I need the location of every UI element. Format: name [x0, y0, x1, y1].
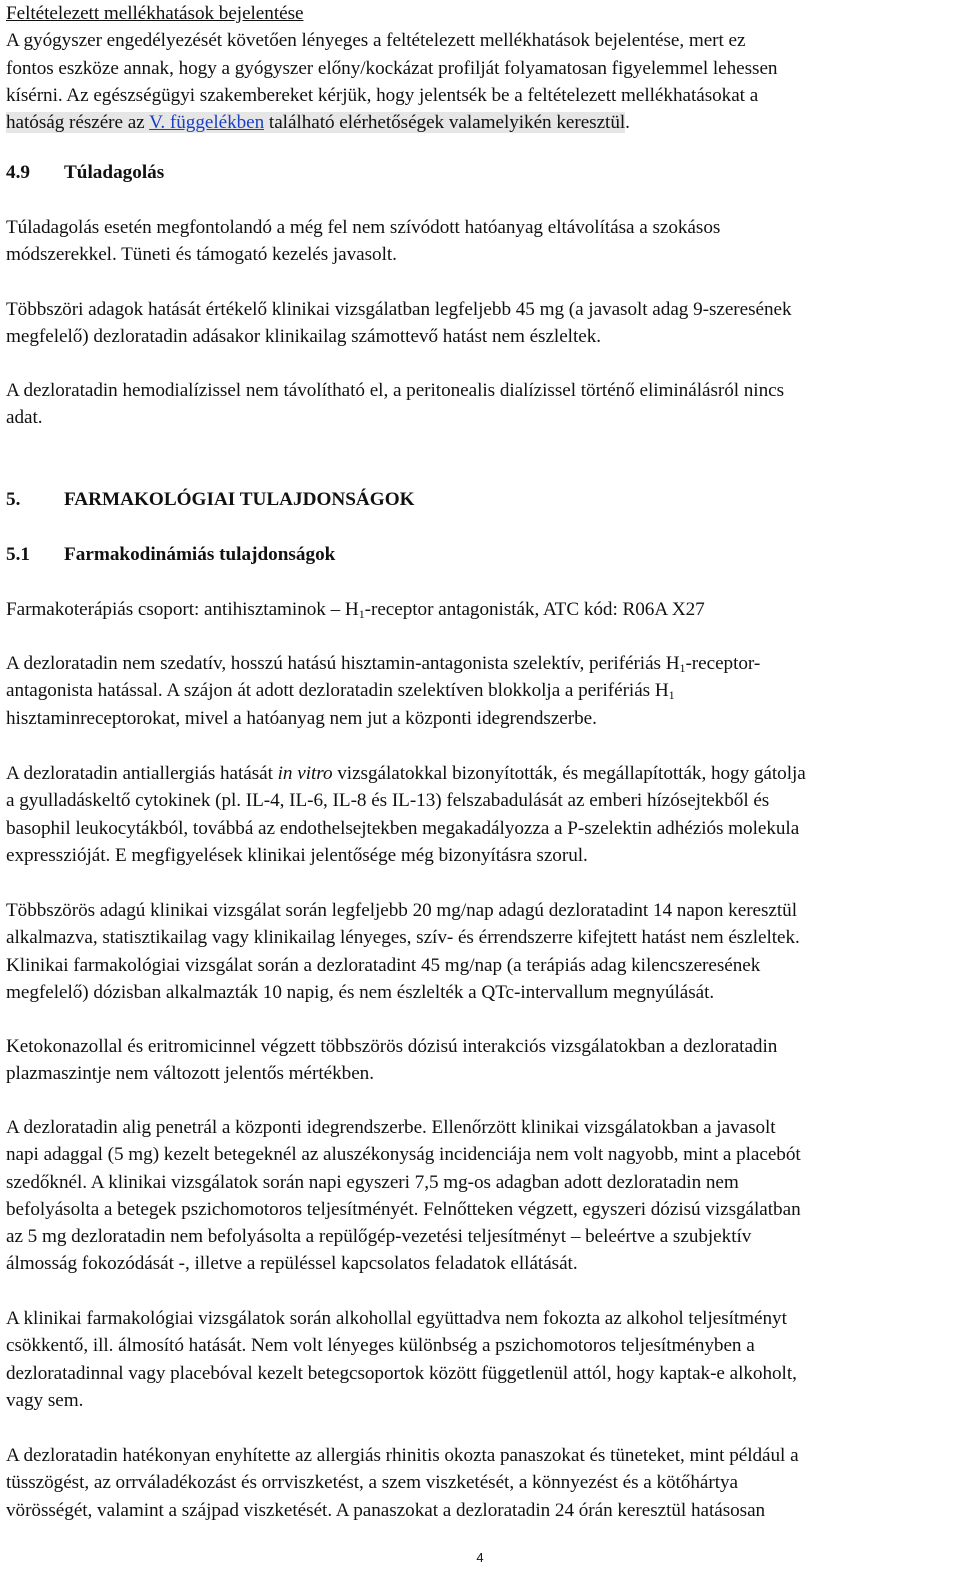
- pharmacodynamics-paragraph-2: A dezloratadin antiallergiás hatását in vitro vizsgálatokkal bizonyították, és megállapították, hogy gátolja a gyulladáskeltő cytokinek (pl. IL-4, IL-6, IL-8 és IL-13) felszabadulását az emberi hízósejtekből és basophil leukocytákból, továbbá az endothelsejtekben megakadályozza a P-szelektin adhéziós molekula expresszióját. E megfigyelések klinikai jelentősége még bizonyításra szorul.: [6, 763, 806, 866]
- page-number: 4: [476, 1550, 484, 1565]
- section-4-9-heading: [6, 159, 164, 186]
- section-title: Farmakodinámiás tulajdonságok: [64, 544, 336, 565]
- appendix-v-link[interactable]: V. függelékben: [149, 112, 265, 134]
- highlighted-text: található elérhetőségek valamelyikén keresztül: [264, 112, 626, 134]
- atc-line: Farmakoterápiás csoport: antihisztaminok – $H_1$-receptor antagonisták, ATC kód: R06A X27: [6, 599, 705, 621]
- reporting-line: kísérni. Az egészségügyi szakembereket kérjük, hogy jelentsék be a feltételezett mellékhatásokat a: [6, 84, 759, 106]
- pharmacodynamics-paragraph-3: Többszörös adagú klinikai vizsgálat során legfeljebb 20 mg/nap adagú dezloratadint 14 napon keresztül alkalmazva, statisztikailag vagy klinikailag lényeges, szív- és érrendszerre kifejtett hatást nem észleltek. Klinikai farmakológiai vizsgálat során a dezloratadint 45 mg/nap (a terápiás adag kilencszeresének megfelelő) dózisban alkalmazták 10 napig, és nem észlelték a QTc-intervallum megnyúlását.: [6, 900, 800, 1003]
- pharmacodynamics-paragraph-7: A dezloratadin hatékonyan enyhítette az allergiás rhinitis okozta panaszokat és tüneteket, mint például a tüsszögést, az orrváladékozást és orrviszketést, a szem viszketését, a könnyezést és a kötőhártya vörösségét, valamint a szájpad viszketését. A panaszokat a dezloratadin 24 órán keresztül hatásosan: [6, 1445, 799, 1521]
- section-title: Túladagolás: [64, 162, 165, 183]
- highlighted-text: hatóság részére az: [6, 112, 150, 134]
- section-title: FARMAKOLÓGIAI TULAJDONSÁGOK: [64, 489, 415, 510]
- section-number: 5.1: [6, 544, 30, 565]
- overdose-paragraph-3: A dezloratadin hemodialízissel nem távolítható el, a peritonealis dialízissel történő eliminálásról nincs adat.: [6, 380, 785, 429]
- section-number: 5.: [6, 489, 21, 510]
- overdose-paragraph-1: Túladagolás esetén megfontolandó a még fel nem szívódott hatóanyag eltávolítása a szokásos módszerekkel. Tüneti és támogató kezelés javasolt.: [6, 217, 721, 266]
- pharmacodynamics-paragraph-1: A dezloratadin nem szedatív, hosszú hatású hisztamin-antagonista szelektív, perifériás $H_1-receptor-$ antagonista hatással. A szájon át adott dezloratadin szelektíven blokkolja a perifériás $H_1$ hisztaminreceptorokat, mivel a hatóanyag nem jut a központi idegrendszerbe.: [6, 653, 761, 729]
- reporting-line: fontos eszköze annak, hogy a gyógyszer előny/kockázat profilját folyamatosan figyelemmel lehessen: [6, 57, 778, 79]
- overdose-paragraph-2: Többszöri adagok hatását értékelő klinikai vizsgálatban legfeljebb 45 mg (a javasolt adag 9-szeresének megfelelő) dezloratadin adásakor klinikailag számottevő hatást nem észleltek.: [6, 299, 792, 348]
- reporting-title: Feltételezett mellékhatások bejelentése: [6, 3, 304, 24]
- reporting-line: A gyógyszer engedélyezését követően lényeges a feltételezett mellékhatások bejelentése, mert ez: [6, 30, 746, 52]
- pharmacodynamics-paragraph-6: A klinikai farmakológiai vizsgálatok során alkohollal együttadva nem fokozta az alkohol teljesítményt csökkentő, ill. álmosító hatását. Nem volt lényeges különbség a pszichomotoros teljesítményben a dezloratadinnal vagy placebóval kezelt betegcsoportok között függetlenül attól, hogy kaptak-e alkoholt, vagy sem.: [6, 1308, 797, 1411]
- reporting-line: hatóság részére az V. függelékben található elérhetőségek valamelyikén keresztül.: [6, 112, 630, 134]
- section-number: 4.9: [6, 162, 30, 183]
- adverse-reaction-reporting-block: [6, 0, 777, 136]
- section-5-1-heading: [6, 541, 335, 568]
- pharmacodynamics-paragraph-5: A dezloratadin alig penetrál a központi idegrendszerbe. Ellenőrzött klinikai vizsgálatokban a javasolt napi adaggal (5 mg) kezelt betegeknél az aluszékonyság incidenciája nem volt nagyobb, mint a placebót szedőknél. A klinikai vizsgálatok során napi egyszeri 7,5 mg-os adagban adott dezloratadin nem befolyásolta a betegek pszichomotoros teljesítményét. Felnőtteken végzett, egyszeri dózisú vizsgálatban az 5 mg dezloratadin nem befolyásolta a repülőgép-vezetési teljesítményt – beleértve a szubjektív álmosság fokozódását -, illetve a repüléssel kapcsolatos feladatok ellátását.: [6, 1117, 801, 1275]
- section-5-heading: [6, 486, 415, 513]
- pharmacodynamics-paragraph-4: Ketokonazollal és eritromicinnel végzett többszörös dózisú interakciós vizsgálatokban a dezloratadin plazmaszintje nem változott jelentős mértékben.: [6, 1036, 778, 1085]
